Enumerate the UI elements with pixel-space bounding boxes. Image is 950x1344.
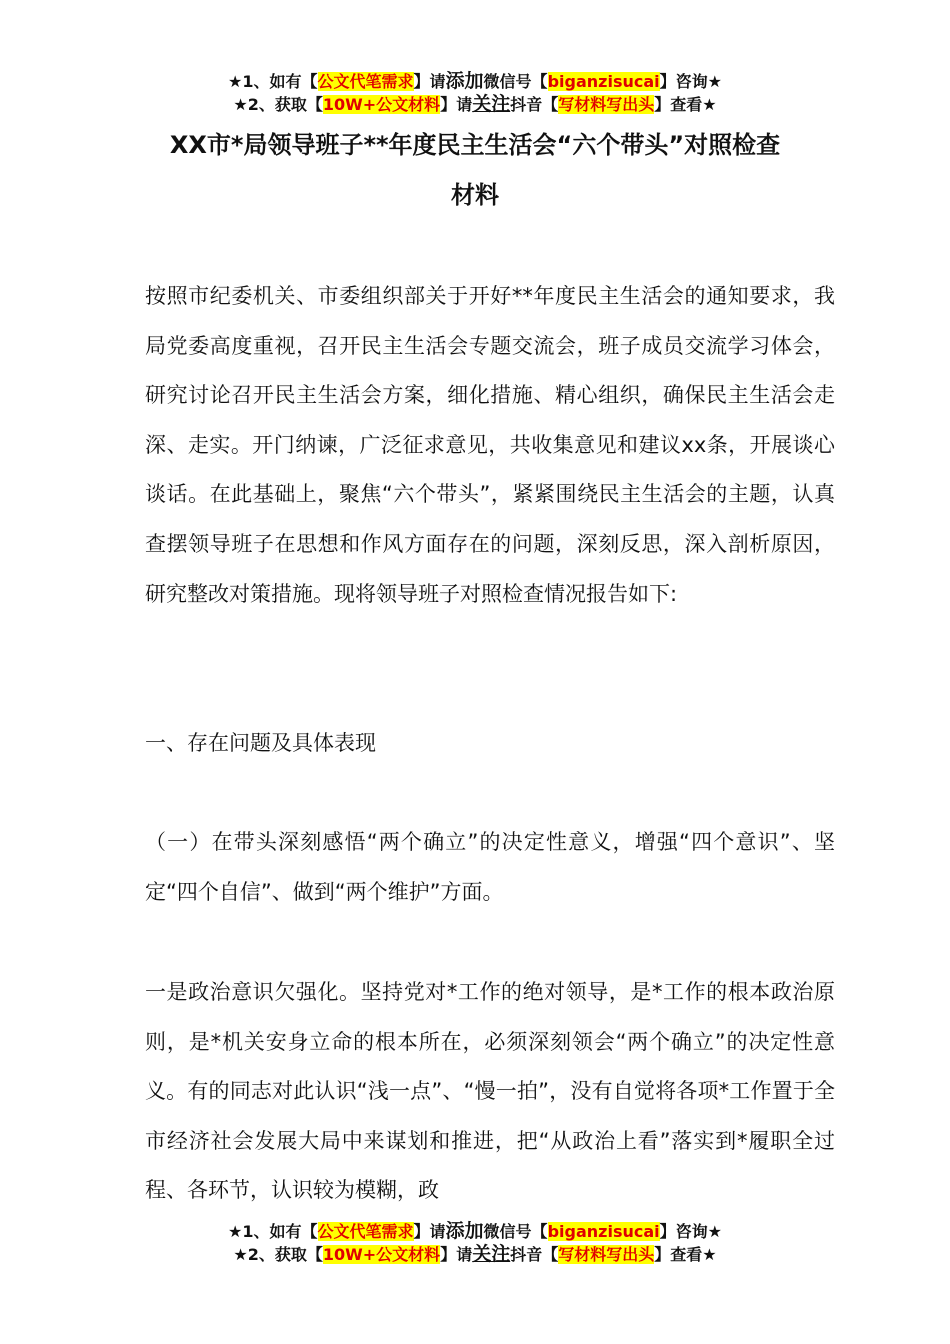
promo-highlight: biganzisucai bbox=[547, 72, 660, 91]
promo-highlight: biganzisucai bbox=[547, 1222, 660, 1241]
promo-highlight: 公文代笔需求 bbox=[317, 1222, 414, 1241]
promo-line-2: ★2、获取【10W+公文材料】请关注抖音【写材料写出头】查看★ bbox=[233, 1243, 717, 1265]
promo-highlight: 写材料写出头 bbox=[558, 95, 655, 114]
body-paragraph: 一是政治意识欠强化。坚持党对*工作的绝对领导，是*工作的根本政治原则，是*机关安身立命的根本所在，必须深刻领会“两个确立”的决定性意义。有的同志对此认识“浅一点”、“慢一拍”，没有自觉将各项*工作置于全市经济社会发展大局中来谋划和推进，把“从政治上看”落实到*履职全过程、各环节，认识较为模糊，政 bbox=[145, 980, 835, 1203]
title-line-1: XX市*局领导班子**年度民主生活会“六个带头”对照检查 bbox=[169, 131, 781, 159]
section-heading: 一、存在问题及具体表现 bbox=[145, 731, 376, 755]
promo-line-2: ★2、获取【10W+公文材料】请关注抖音【写材料写出头】查看★ bbox=[233, 93, 717, 115]
document-title bbox=[120, 120, 830, 220]
promo-highlight: 10W+公文材料 bbox=[322, 95, 441, 114]
promo-highlight: 写材料写出头 bbox=[558, 1245, 655, 1264]
promo-banner-bottom bbox=[0, 1220, 950, 1266]
title-line-2: 材料 bbox=[451, 181, 499, 209]
promo-highlight: 公文代笔需求 bbox=[317, 72, 414, 91]
promo-highlight: 10W+公文材料 bbox=[322, 1245, 441, 1264]
intro-paragraph: 按照市纪委机关、市委组织部关于开好**年度民主生活会的通知要求，我局党委高度重视，召开民主生活会专题交流会，班子成员交流学习体会，研究讨论召开民主生活会方案，细化措施、精心组织，确保民主生活会走深、走实。开门纳谏，广泛征求意见，共收集意见和建议xx条，开展谈心谈话。在此基础上，聚焦“六个带头”，紧紧围绕民主生活会的主题，认真查摆领导班子在思想和作风方面存在的问题，深刻反思，深入剖析原因，研究整改对策措施。现将领导班子对照检查情况报告如下: bbox=[145, 284, 835, 606]
promo-line-1: ★1、如有【公文代笔需求】请添加微信号【biganzisucai】咨询★ bbox=[228, 1220, 722, 1242]
subsection-heading: （一）在带头深刻感悟“两个确立”的决定性意义，增强“四个意识”、坚定“四个自信”、做到“两个维护”方面。 bbox=[145, 830, 835, 904]
promo-line-1: ★1、如有【公文代笔需求】请添加微信号【biganzisucai】咨询★ bbox=[228, 70, 722, 92]
promo-banner-top bbox=[0, 70, 950, 116]
